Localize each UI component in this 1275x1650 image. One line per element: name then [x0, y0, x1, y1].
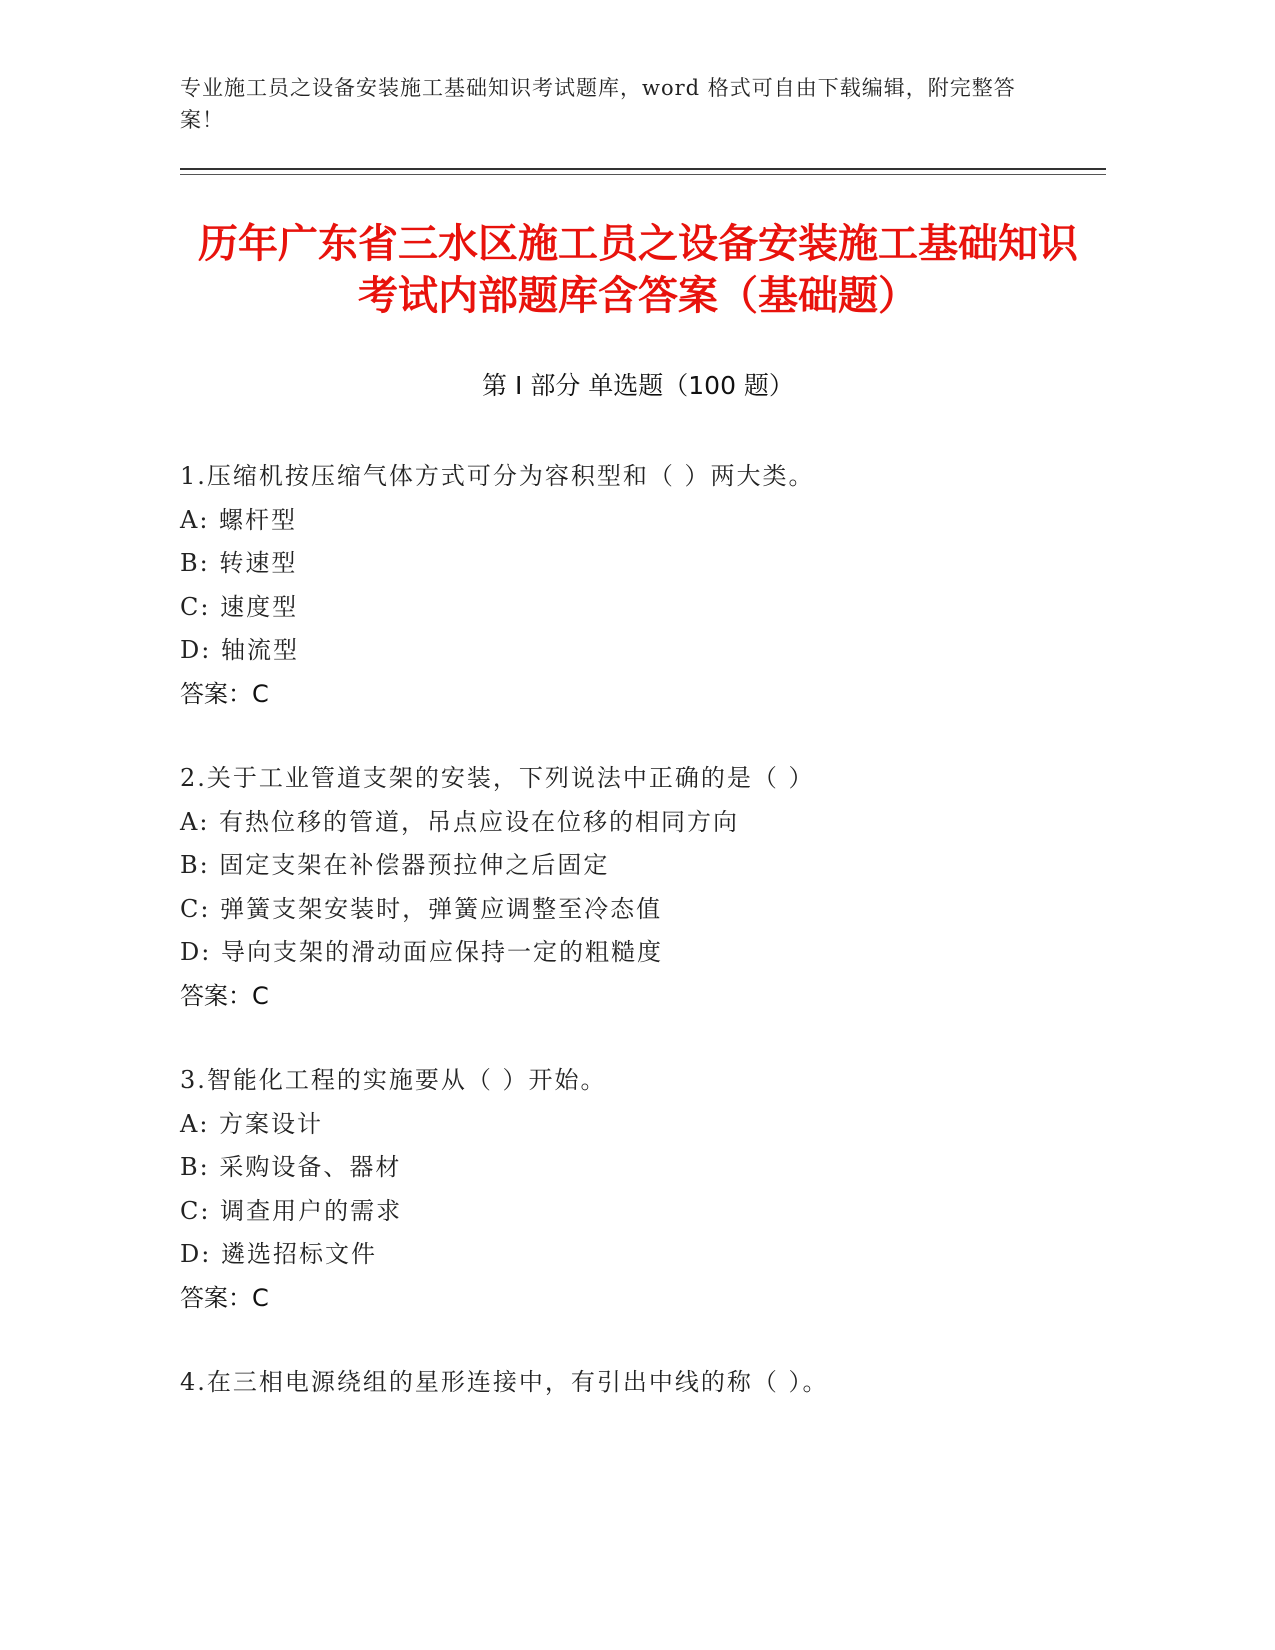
header-divider-thick: [180, 168, 1106, 170]
question-1: [180, 455, 1100, 716]
option-c: C: 弹簧支架安装时，弹簧应调整至冷态值: [180, 894, 663, 923]
option-d: D: 遴选招标文件: [180, 1240, 377, 1268]
header-note: 专业施工员之设备安装施工基础知识考试题库，word 格式可自由下载编辑，附完整答案！: [180, 76, 1016, 132]
header-divider-thin: [180, 174, 1106, 175]
question-stem: 2.关于工业管道支架的安装，下列说法中正确的是（ ）: [180, 764, 815, 792]
question-3: [180, 1059, 1100, 1320]
question-stem: 4.在三相电源绕组的星形连接中，有引出中线的称（ ）。: [180, 1368, 829, 1396]
option-c: C: 调查用户的需求: [180, 1196, 403, 1225]
section-heading: 第 I 部分 单选题（100 题）: [482, 371, 794, 400]
option-a: A: 有热位移的管道，吊点应设在位移的相同方向: [180, 807, 740, 836]
option-a: A: 螺杆型: [180, 505, 298, 534]
question-stem: 3.智能化工程的实施要从（ ）开始。: [180, 1066, 607, 1094]
answer: 答案：C: [180, 679, 269, 708]
option-b: B: 转速型: [180, 549, 298, 577]
option-b: B: 采购设备、器材: [180, 1153, 402, 1181]
option-b: B: 固定支架在补偿器预拉伸之后固定: [180, 851, 610, 879]
option-c: C: 速度型: [180, 592, 299, 621]
answer: 答案：C: [180, 981, 269, 1010]
question-4: [180, 1361, 1100, 1405]
answer: 答案：C: [180, 1283, 269, 1312]
question-stem: 1.压缩机按压缩气体方式可分为容积型和（ ）两大类。: [180, 462, 815, 490]
option-d: D: 导向支架的滑动面应保持一定的粗糙度: [180, 938, 663, 966]
option-a: A: 方案设计: [180, 1109, 324, 1138]
question-list: [180, 455, 1100, 1446]
document-title: 历年广东省三水区施工员之设备安装施工基础知识考试内部题库含答案（基础题）: [198, 221, 1078, 319]
option-d: D: 轴流型: [180, 636, 299, 664]
question-2: [180, 757, 1100, 1018]
